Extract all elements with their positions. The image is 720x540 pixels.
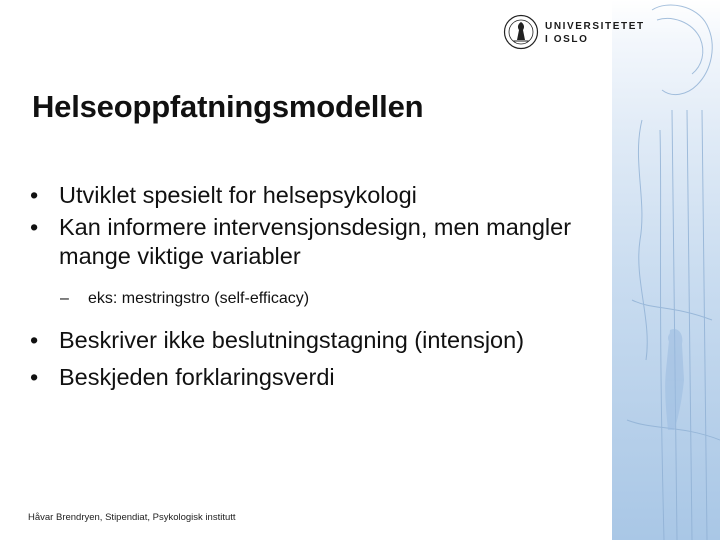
bullet-text: Kan informere intervensjonsdesign, men mangler mange viktige variabler [59,214,572,269]
decorative-figure-illustration [612,0,720,540]
bullet-list-secondary [28,326,618,400]
slide-footer: Håvar Brendryen, Stipendiat, Psykologisk institutt [28,512,236,523]
bullet-item [28,326,618,355]
bullet-marker: • [30,364,39,390]
bullet-item [28,181,618,210]
university-seal-icon [503,14,539,50]
bullet-item [28,213,618,271]
bullet-marker: • [30,214,39,240]
university-logo [503,14,645,52]
bullet-marker: • [30,182,39,208]
logo-text-line2: I OSLO [545,34,589,45]
bullet-list-primary [28,181,618,274]
logo-text-line1: UNIVERSITETET [545,21,645,32]
bullet-text: Beskriver ikke beslutningstagning (intensjon) [59,327,525,353]
bullet-item [28,363,618,392]
decorative-side-artwork [612,0,720,540]
bullet-marker: • [30,327,39,353]
slide-title: Helseoppfatningsmodellen [32,89,424,124]
sub-bullet-marker: – [60,290,69,307]
sub-bullet-text: eks: mestringstro (self-efficacy) [88,290,310,307]
sub-bullet-item [60,290,309,308]
bullet-text: Beskjeden forklaringsverdi [59,364,335,390]
bullet-text: Utviklet spesielt for helsepsykologi [59,182,417,208]
